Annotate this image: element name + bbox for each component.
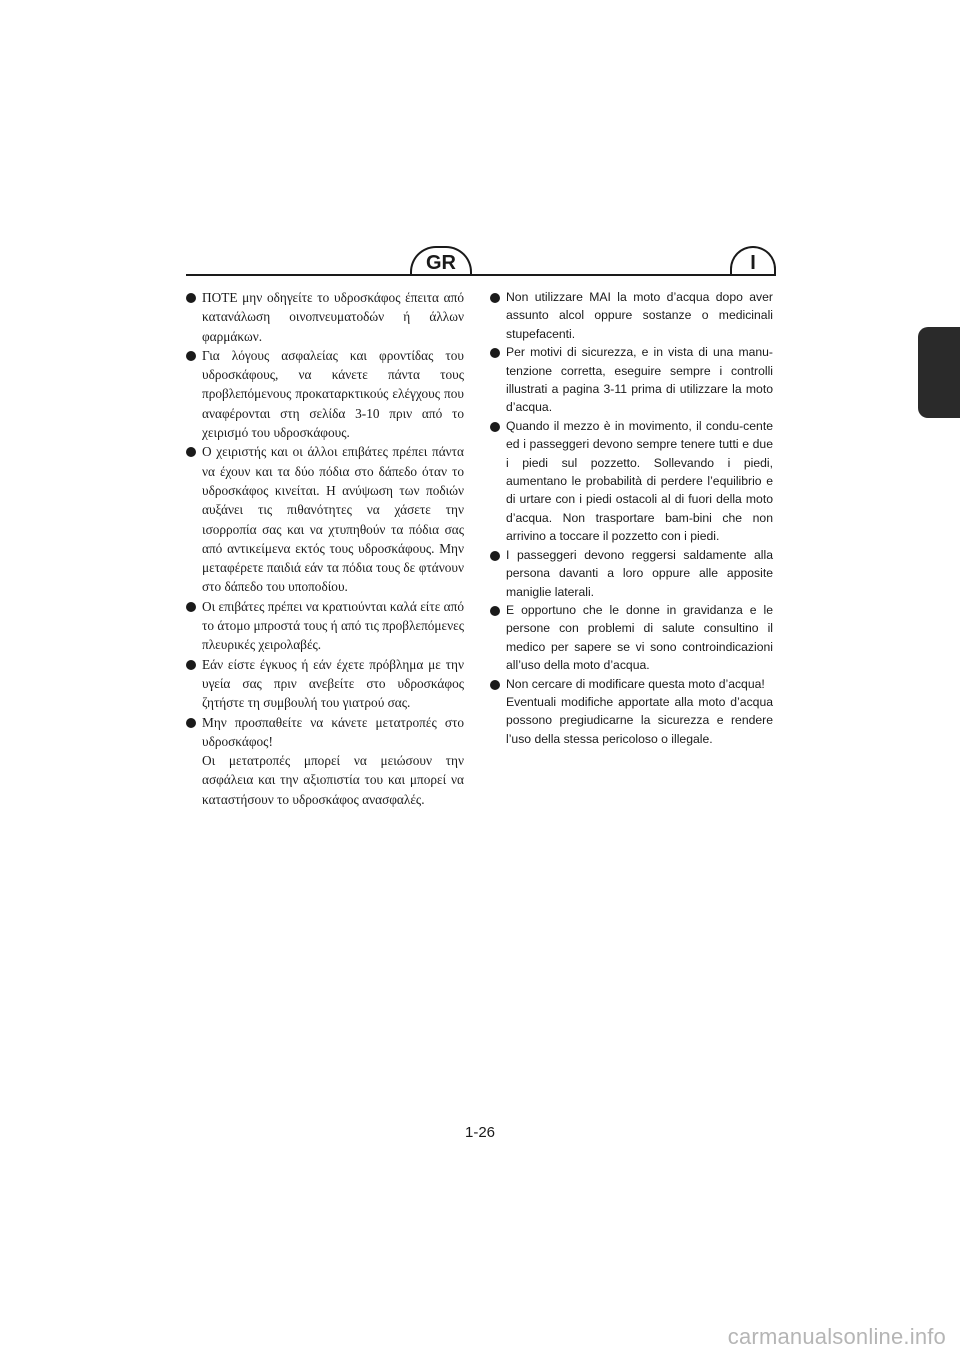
greek-item-text: Ο χειριστής και οι άλλοι επιβάτες πρέπει πάντα να έχουν και τα δύο πόδια στο δάπεδο όταν το υδροσκάφος κινείται. Η ανύψωση των ποδιών αυξάνει τις πιθανότητες να χάσετε την ισορροπία σας και να χτυπηθούν τα πόδια σας από αντικείμενα εκτός τους υδροσκάφους. Μην μεταφέρετε παιδιά εάν τα πόδια τους δε φτάνουν στο δάπεδο του υποποδίου. bbox=[202, 444, 464, 595]
italian-item-6 bbox=[490, 675, 773, 749]
greek-item-1 bbox=[186, 288, 464, 346]
greek-item-2 bbox=[186, 346, 464, 442]
italian-item-text: Quando il mezzo è in movimento, il condu-cente ed i passeggeri devono sempre tenere tutti e due i piedi sul pozzetto. Sollevando i piedi, aumentano le probabilità di perdere l’equilibrio e di urtare con i piedi ostacoli al di fuori della moto d’acqua. Non trasportare bam-bini che non arrivino a toccare il pozzetto con i piedi. bbox=[506, 418, 773, 544]
watermark: carmanualsonline.info bbox=[727, 1324, 946, 1349]
greek-item-6 bbox=[186, 713, 464, 809]
greek-item-text: Μην προσπαθείτε να κάνετε μετατροπές στο υδροσκάφος! bbox=[202, 714, 464, 749]
italian-item-text: Per motivi di sicurezza, e in vista di una manu-tenzione corretta, eseguire sempre i controlli illustrati a pagina 3-11 prima di utilizzare la moto d’acqua. bbox=[506, 345, 773, 415]
greek-item-text: Οι επιβάτες πρέπει να κρατιούνται καλά είτε από το άτομο μπροστά τους ή από τις προβλεπόμενες πλευρικές χειρολαβές. bbox=[202, 598, 464, 653]
italian-item-4 bbox=[490, 546, 773, 601]
greek-column bbox=[186, 288, 464, 809]
greek-item-text: Για λόγους ασφαλείας και φροντίδας του υδροσκάφους, να κάνετε πάντα τους προβλεπόμενους προκαταρκτικούς ελέγχους που αναφέρονται στη σελίδα 3-10 πριν από το χειρισμό του υδροσκάφους. bbox=[202, 347, 464, 441]
italian-item-text: Non cercare di modificare questa moto d’acqua! bbox=[506, 676, 765, 691]
greek-item-4 bbox=[186, 597, 464, 655]
italian-item-text: I passeggeri devono reggersi saldamente alla persona davanti a loro oppure alle apposite maniglie laterali. bbox=[506, 547, 773, 599]
italian-item-text: Non utilizzare MAI la moto d’acqua dopo aver assunto alcol oppure sostanze o medicinali stupefacenti. bbox=[506, 290, 773, 341]
italian-item-text: E opportuno che le donne in gravidanza e le persone con problemi di salute consultino il medico per sapere se vi sono controindicazioni all’uso della moto d’acqua. bbox=[506, 602, 773, 673]
italian-item-2 bbox=[490, 343, 773, 417]
greek-item-5 bbox=[186, 655, 464, 713]
page-number: 1-26 bbox=[464, 1124, 496, 1141]
greek-item-text: Οι μετατροπές μπορεί να μειώσουν την ασφάλεια και την αξιοπιστία του και μπορεί να καταστήσουν το υδροσκάφος ανασφαλές. bbox=[202, 753, 464, 807]
italian-item-5 bbox=[490, 601, 773, 675]
italian-column bbox=[490, 288, 773, 748]
italian-item-1 bbox=[490, 288, 773, 343]
language-tab-gr: GR bbox=[410, 246, 472, 276]
greek-item-3 bbox=[186, 442, 464, 596]
italian-item-text: Eventuali modifiche apportate alla moto d’acqua possono pregiudicarne la sicurezza e rendere l’uso della stessa pericoloso o illegale. bbox=[506, 694, 773, 746]
greek-item-text: ΠΟΤΕ μην οδηγείτε το υδροσκάφος έπειτα από κατανάλωση οινοπνευματοδών ή άλλων φαρμάκων. bbox=[202, 290, 464, 344]
greek-item-text: Εάν είστε έγκυος ή εάν έχετε πρόβλημα με την υγεία σας πριν ανεβείτε στο υδροσκάφος ζητήστε τη συμβουλή του γιατρού σας. bbox=[202, 656, 464, 711]
section-thumb-tab bbox=[918, 327, 960, 418]
language-tab-it: I bbox=[730, 246, 776, 276]
header-rule bbox=[186, 274, 774, 276]
italian-item-3 bbox=[490, 417, 773, 546]
